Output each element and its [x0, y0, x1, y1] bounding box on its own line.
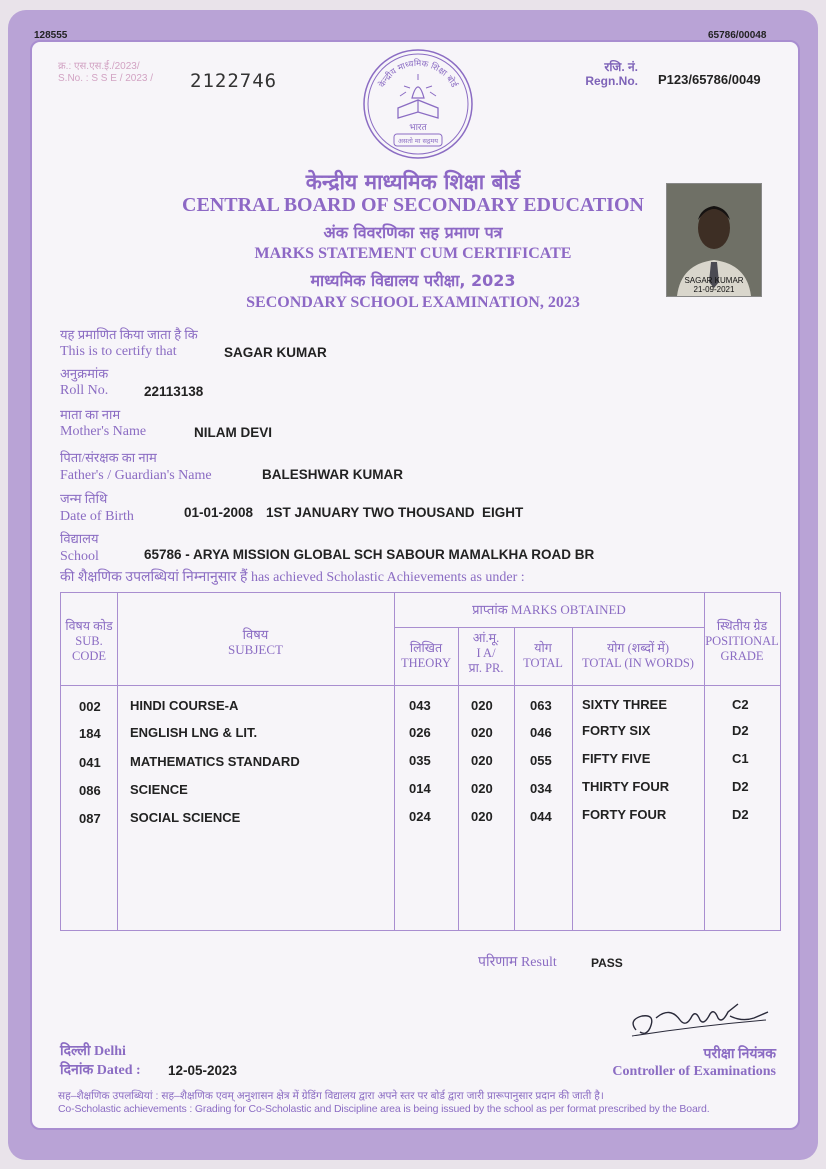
mother-label-hi: माता का नाम	[60, 407, 121, 422]
mother-name: NILAM DEVI	[194, 425, 273, 440]
certify-label-en: This is to certify that	[60, 344, 177, 359]
header-subject-hi: विषय	[242, 627, 269, 642]
certify-label-hi: यह प्रमाणित किया जाता है कि	[60, 327, 198, 342]
emblem-arc-text: केन्द्रीय माध्यमिक शिक्षा बोर्ड	[377, 58, 459, 90]
place-hi: दिल्ली	[60, 1044, 91, 1059]
row-grade: D2	[732, 779, 749, 794]
row-ia: 020	[471, 725, 493, 740]
dob-label-en: Date of Birth	[60, 509, 134, 524]
header-marks-en: MARKS OBTAINED	[510, 602, 626, 617]
dated-label	[60, 1062, 141, 1079]
row-code: 002	[79, 699, 101, 714]
row-words: FORTY FOUR	[582, 807, 667, 822]
certificate-title-en: MARKS STATEMENT CUM CERTIFICATE	[254, 245, 572, 262]
place-en: Delhi	[94, 1044, 126, 1059]
header-pr: प्रा. PR.	[468, 661, 504, 675]
row-ia: 020	[471, 781, 493, 796]
header-theory	[394, 641, 458, 671]
row-subject: MATHEMATICS STANDARD	[130, 754, 300, 769]
header-subject-en: SUBJECT	[228, 642, 283, 657]
header-words-hi: योग (शब्दों में)	[606, 641, 670, 655]
row-subject: HINDI COURSE-A	[130, 698, 239, 713]
photo-caption-date: 21-09-2021	[693, 285, 735, 294]
achievement-en: has achieved Scholastic Achievements as under :	[250, 570, 525, 585]
roll-label-hi: अनुक्रमांक	[60, 366, 109, 381]
top-right-number: 65786/00048	[708, 30, 767, 41]
row-words: FIFTY FIVE	[582, 751, 651, 766]
row-theory: 014	[409, 781, 431, 796]
student-name: SAGAR KUMAR	[224, 345, 327, 360]
board-name-hi: केन्द्रीय माध्यमिक शिक्षा बोर्ड	[305, 170, 521, 194]
board-name-en: CENTRAL BOARD OF SECONDARY EDUCATION	[182, 194, 644, 216]
header-sub-code-en1: SUB.	[75, 634, 103, 648]
row-theory: 035	[409, 753, 431, 768]
school-label-hi: विद्यालय	[60, 531, 99, 546]
header-positional-grade	[704, 619, 780, 664]
top-left-number: 128555	[34, 30, 68, 41]
controller-signature	[626, 996, 776, 1046]
row-code: 041	[79, 755, 101, 770]
header-subject	[117, 627, 394, 657]
row-subject: SOCIAL SCIENCE	[130, 810, 241, 825]
place	[60, 1043, 126, 1060]
row-total: 046	[530, 725, 552, 740]
row-code: 184	[79, 726, 101, 741]
row-theory: 043	[409, 698, 431, 713]
dob-value: 01-01-2008	[184, 505, 254, 520]
father-label-en: Father's / Guardian's Name	[60, 468, 212, 483]
footer-note-en: Co-Scholastic achievements : Grading for Co-Scholastic and Discipline area is being issued by the school as per format prescribed by the Board.	[58, 1103, 710, 1115]
exam-title-hi: माध्यमिक विद्यालय परीक्षा, 2023	[310, 271, 516, 290]
dated-label-hi: दिनांक	[60, 1063, 94, 1078]
footer-note-hi: सह–शैक्षणिक उपलब्धियां : सह–शैक्षणिक एवम् अनुशासन क्षेत्र में ग्रेडिंग विद्यालय द्वारा अपने स्तर पर बोर्ड द्वारा जारी प्रारूपानुसार प्रदान की जाती है।	[58, 1090, 604, 1102]
school-label-en: School	[60, 549, 99, 564]
achievement-line	[60, 569, 525, 586]
regn-label-hi: रजि. नं.	[604, 60, 638, 74]
father-name: BALESHWAR KUMAR	[262, 467, 403, 482]
controller-hi: परीक्षा नियंत्रक	[703, 1047, 776, 1062]
row-grade: D2	[732, 807, 749, 822]
row-theory: 026	[409, 725, 431, 740]
dob-words: 1ST JANUARY TWO THOUSAND EIGHT	[266, 505, 524, 520]
roll-number: 22113138	[144, 384, 204, 399]
header-total-words	[572, 641, 704, 671]
certificate-title-hi: अंक विवरणिका सह प्रमाण पत्र	[323, 223, 503, 242]
dob-label-hi: जन्म तिथि	[60, 491, 108, 506]
header-grade-en2: GRADE	[720, 649, 764, 663]
header-grade-hi: स्थितीय ग्रेड	[716, 619, 768, 633]
row-words: SIXTY THREE	[582, 697, 668, 712]
row-total: 034	[530, 781, 552, 796]
regn-label	[560, 60, 638, 88]
result-value: PASS	[591, 956, 623, 970]
row-grade: C2	[732, 697, 749, 712]
mother-label-en: Mother's Name	[60, 424, 147, 439]
row-total: 055	[530, 753, 552, 768]
row-subject: SCIENCE	[130, 782, 188, 797]
header-total	[514, 641, 572, 671]
serial-label-hi: क्र.: एस.एस.ई./2023/	[58, 61, 140, 72]
result-label	[478, 954, 557, 971]
header-sub-code-en2: CODE	[71, 649, 107, 663]
row-grade: D2	[732, 723, 749, 738]
result-label-hi: परिणाम	[478, 955, 518, 970]
regn-number: P123/65786/0049	[658, 72, 761, 87]
serial-label-en: S.No. : S S E / 2023 /	[58, 73, 154, 84]
header-ia-hi: आं.मू.	[472, 631, 500, 645]
row-subject: ENGLISH LNG & LIT.	[130, 725, 258, 740]
regn-label-en: Regn.No.	[585, 74, 638, 88]
marks-table	[60, 592, 781, 931]
header-theory-hi: लिखित	[409, 641, 443, 655]
serial-number: 2122746	[190, 70, 278, 92]
exam-title-en: SECONDARY SCHOOL EXAMINATION, 2023	[246, 294, 580, 311]
header-total-en: TOTAL	[523, 656, 563, 670]
student-photo	[666, 183, 762, 297]
header-sub-code	[61, 619, 117, 664]
dated-value: 12-05-2023	[168, 1063, 238, 1078]
header-marks-hi: प्राप्तांक	[472, 602, 508, 617]
school-value: 65786 - ARYA MISSION GLOBAL SCH SABOUR MAMALKHA ROAD BR	[144, 547, 595, 562]
roll-label-en: Roll No.	[60, 383, 109, 398]
header-theory-en: THEORY	[401, 656, 451, 670]
controller	[560, 1046, 776, 1080]
header-total-hi: योग	[534, 641, 552, 655]
cbse-emblem	[360, 46, 476, 162]
row-theory: 024	[409, 809, 431, 824]
emblem-motto: असतो मा सद्गमय	[398, 137, 438, 145]
row-ia: 020	[471, 753, 493, 768]
photo-caption-name: SAGAR KUMAR	[684, 276, 744, 285]
achievement-hi: की शैक्षणिक उपलब्धियां निम्नानुसार हैं	[60, 570, 248, 585]
controller-en: Controller of Examinations	[612, 1064, 776, 1079]
row-words: FORTY SIX	[582, 723, 651, 738]
header-words-en: TOTAL (IN WORDS)	[582, 656, 694, 670]
header-ia-pr	[458, 631, 514, 676]
header-marks-obtained	[394, 602, 704, 617]
row-code: 086	[79, 783, 101, 798]
row-total: 063	[530, 698, 552, 713]
row-ia: 020	[471, 809, 493, 824]
dated-label-en: Dated :	[96, 1063, 141, 1078]
result-label-en: Result	[520, 955, 557, 970]
header-sub-code-hi: विषय कोड	[65, 619, 113, 633]
header-ia-en: I A/	[476, 646, 496, 660]
row-grade: C1	[732, 751, 749, 766]
row-words: THIRTY FOUR	[582, 779, 670, 794]
father-label-hi: पिता/संरक्षक का नाम	[60, 450, 157, 465]
row-code: 087	[79, 811, 101, 826]
emblem-mid-text: भारत	[409, 123, 427, 133]
row-total: 044	[530, 809, 552, 824]
header-grade-en1: POSITIONAL	[705, 634, 779, 648]
row-ia: 020	[471, 698, 493, 713]
